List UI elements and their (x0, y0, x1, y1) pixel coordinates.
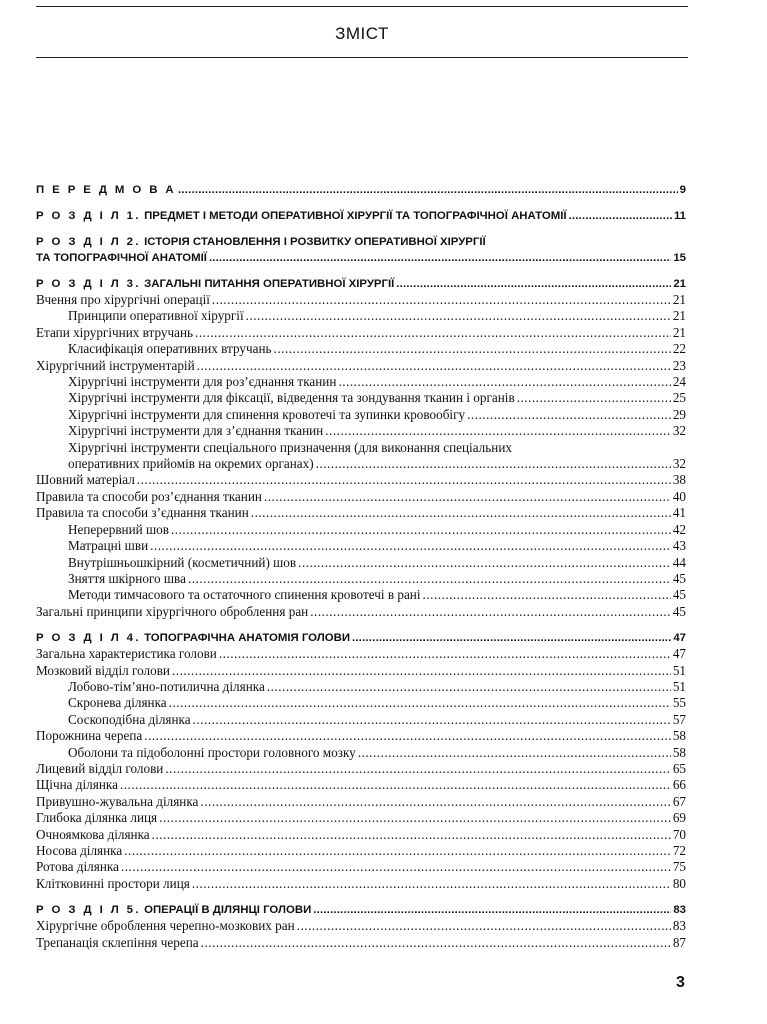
toc-entry-title: Оболони та підоболонні простори головного мозку (68, 744, 356, 760)
toc-section-title (36, 630, 350, 646)
toc-leader-dots (178, 182, 678, 198)
toc-entry-title: Зняття шкірного шва (68, 570, 186, 586)
toc-page-number: 43 (672, 538, 686, 554)
toc-entry-title: Хірургічні інструменти для спинення кровотечі та зупинки кровообігу (68, 406, 466, 422)
toc-entry-title: Загальна характеристика голови (36, 646, 217, 662)
toc-page-number: 22 (672, 341, 686, 357)
toc-leader-dots (144, 728, 671, 744)
toc-section-heading (36, 630, 686, 646)
toc-leader-dots (197, 358, 671, 374)
toc-page-number: 29 (672, 406, 686, 422)
toc-leader-dots (159, 810, 671, 826)
toc-page-number: 47 (673, 632, 686, 645)
toc-entry (36, 663, 686, 679)
toc-leader-dots (209, 250, 671, 266)
toc-leader-dots (201, 935, 671, 951)
toc-page-number: 45 (672, 603, 686, 619)
toc-section-label: Р О З Д І Л 5. (36, 904, 141, 917)
toc-entry (36, 358, 686, 374)
toc-section-title (36, 208, 567, 224)
toc-section-title (36, 182, 176, 198)
toc-page-number: 69 (672, 810, 686, 826)
toc-entry (36, 935, 686, 951)
toc-leader-dots (121, 859, 671, 875)
toc-entry (36, 374, 686, 390)
toc-section-name: ОПЕРАЦІЇ В ДІЛЯНЦІ ГОЛОВИ (144, 904, 312, 917)
toc-page-number: 72 (672, 843, 686, 858)
toc-entry (36, 794, 686, 810)
toc-page-number: 25 (672, 390, 686, 406)
toc-leader-dots (172, 663, 671, 679)
toc-entry (36, 407, 686, 423)
toc-entry-title: Привушно-жувальна ділянка (36, 793, 199, 809)
toc-entry (36, 505, 686, 521)
toc-entry-title: Клітковинні простори лиця (36, 875, 190, 891)
toc-section-heading (36, 208, 686, 224)
toc-entry-title: Методи тимчасового та остаточного спинення кровотечі в рані (68, 587, 421, 603)
page-number: 3 (676, 974, 685, 991)
toc-entry (36, 522, 686, 538)
toc-section-label: Р О З Д І Л 2. (36, 236, 141, 248)
toc-leader-dots (338, 374, 670, 390)
toc-leader-dots (200, 794, 670, 810)
toc-entry (36, 646, 686, 662)
toc-page-number: 67 (672, 793, 686, 809)
toc-entry-title: Очноямкова ділянка (36, 826, 150, 842)
toc-entry-title: Ротова ділянка (36, 859, 119, 875)
toc-entry (36, 538, 686, 554)
toc-page-number: 45 (672, 587, 686, 603)
toc-page-number: 23 (672, 357, 686, 373)
toc-leader-dots (192, 876, 671, 892)
toc-entry (36, 745, 686, 761)
toc-entry-title: Вчення про хірургічні операції (36, 292, 210, 307)
toc-leader-dots (358, 745, 671, 761)
toc-page-number: 15 (673, 252, 686, 264)
toc-entry-title: Трепанація склепіння черепа (36, 934, 199, 950)
page-title: ЗМІСТ (335, 24, 389, 43)
toc-entry-title: Щічна ділянка (36, 777, 118, 793)
toc-page-number: 44 (672, 554, 686, 570)
toc-page-number: 32 (672, 423, 686, 439)
toc-leader-dots (150, 538, 671, 554)
toc-page-number: 70 (672, 826, 686, 842)
table-of-contents (36, 182, 686, 951)
toc-entry (36, 292, 686, 308)
toc-entry-title: Глибока ділянка лиця (36, 810, 158, 826)
toc-section-name: ТОПОГРАФІЧНА АНАТОМІЯ ГОЛОВИ (144, 632, 351, 645)
toc-page-number: 21 (672, 292, 686, 307)
toc-entry (36, 489, 686, 505)
toc-leader-dots (316, 456, 671, 472)
toc-entry-title: Носова ділянка (36, 843, 123, 858)
toc-entry (36, 587, 686, 603)
toc-leader-dots (264, 489, 671, 505)
toc-entry (36, 308, 686, 324)
toc-entry-title: Хірургічні інструменти спеціального призначення (для виконання спеціальних (68, 439, 512, 455)
toc-leader-dots (297, 918, 671, 934)
toc-page-number: 45 (672, 570, 686, 586)
toc-page-number: 21 (672, 324, 686, 340)
toc-section-name: ЗАГАЛЬНІ ПИТАННЯ ОПЕРАТИВНОЇ ХІРУРГІЇ (144, 278, 395, 290)
toc-page-number: 42 (672, 521, 686, 537)
toc-page-number: 58 (672, 744, 686, 760)
toc-leader-dots (120, 777, 671, 793)
toc-entry-title: Правила та способи з’єднання тканин (36, 505, 249, 521)
toc-entry-title: Загальні принципи хірургічного оброблення ран (36, 603, 309, 619)
toc-entry-title: Правила та способи роз’єднання тканин (36, 488, 262, 504)
toc-leader-dots (124, 843, 671, 859)
toc-entry-title: Принципи оперативної хірургії (68, 308, 244, 324)
toc-page-number: 55 (672, 695, 686, 711)
toc-entry-title: Шовний матеріал (36, 472, 135, 488)
toc-page-number: 80 (672, 875, 686, 891)
toc-entry (36, 728, 686, 744)
toc-section-label: П Е Р Е Д М О В А (36, 184, 177, 196)
toc-section-heading (36, 276, 686, 292)
toc-entry (36, 918, 686, 934)
toc-page-number: 24 (672, 374, 686, 390)
toc-section-title (36, 234, 486, 250)
toc-entry-title: Хірургічне оброблення черепно-мозкових ран (36, 918, 295, 934)
toc-page-number: 51 (672, 662, 686, 678)
title-rule (36, 57, 688, 58)
toc-entry (36, 810, 686, 826)
toc-page-number: 11 (673, 210, 686, 222)
toc-leader-dots (325, 423, 671, 439)
toc-entry-title: Соскоподібна ділянка (68, 711, 191, 727)
toc-page-number: 21 (673, 278, 686, 290)
toc-entry (36, 571, 686, 587)
top-rule (36, 6, 688, 7)
toc-entry-title: Хірургічні інструменти для з’єднання тканин (68, 423, 324, 439)
toc-leader-dots (517, 390, 671, 406)
toc-page-number: 83 (672, 918, 686, 934)
toc-page-number: 75 (672, 859, 686, 875)
toc-section-name: ПРЕДМЕТ І МЕТОДИ ОПЕРАТИВНОЇ ХІРУРГІЇ ТА ТОПОГРАФІЧНОЇ АНАТОМІЇ (144, 210, 567, 222)
toc-leader-dots (137, 472, 671, 488)
toc-entry-title: Лицевий відділ голови (36, 760, 164, 776)
toc-leader-dots (246, 308, 671, 324)
toc-leader-dots (396, 276, 671, 292)
toc-section-title (36, 276, 394, 292)
toc-entry (36, 827, 686, 843)
toc-page-number: 66 (672, 777, 686, 793)
toc-page-number: 83 (673, 904, 686, 917)
toc-page-number: 40 (672, 488, 686, 504)
toc-leader-dots (212, 292, 671, 308)
toc-section-label: Р О З Д І Л 4. (36, 632, 141, 645)
toc-page-number: 21 (672, 308, 686, 324)
toc-page-number: 65 (672, 760, 686, 776)
toc-entry-title: Внутрішньошкірний (косметичний) шов (68, 554, 297, 570)
toc-leader-dots (152, 827, 671, 843)
toc-entry (36, 341, 686, 357)
toc-entry-title-cont: оперативних прийомів на окремих органах) (68, 456, 314, 472)
toc-entry-title: Класифікація оперативних втручань (68, 341, 272, 357)
toc-leader-dots (313, 902, 671, 918)
toc-entry (36, 472, 686, 488)
toc-entry (36, 679, 686, 695)
toc-section-name-cont: ТА ТОПОГРАФІЧНОЇ АНАТОМІЇ (36, 252, 207, 264)
toc-entry-title: Лобово-тім’яно-потилична ділянка (68, 678, 265, 694)
toc-section-label: Р О З Д І Л 1. (36, 210, 141, 222)
toc-entry-title: Порожнина черепа (36, 728, 143, 744)
toc-entry (36, 859, 686, 875)
toc-leader-dots (423, 587, 671, 603)
toc-leader-dots (267, 679, 671, 695)
toc-page-number: 47 (672, 646, 686, 662)
toc-section-title (36, 902, 311, 918)
toc-page-number: 57 (672, 711, 686, 727)
toc-leader-dots (569, 208, 672, 224)
toc-entry (36, 761, 686, 777)
toc-entry (36, 604, 686, 620)
toc-leader-dots (169, 695, 671, 711)
toc-entry (36, 876, 686, 892)
toc-entry-title: Хірургічний інструментарій (36, 357, 195, 373)
toc-page-number: 58 (672, 728, 686, 744)
toc-entry (36, 423, 686, 439)
toc-leader-dots (274, 341, 671, 357)
toc-entry (36, 712, 686, 728)
toc-section-label: Р О З Д І Л 3. (36, 278, 141, 290)
toc-entry (36, 440, 686, 456)
toc-leader-dots (219, 646, 671, 662)
toc-entry (36, 555, 686, 571)
toc-entry (36, 325, 686, 341)
toc-entry-title: Матрацні шви (68, 538, 149, 554)
toc-entry-title: Скронева ділянка (68, 695, 167, 711)
toc-entry-title: Мозковий відділ голови (36, 662, 170, 678)
toc-section-name: ІСТОРІЯ СТАНОВЛЕННЯ І РОЗВИТКУ ОПЕРАТИВНОЇ ХІРУРГІЇ (144, 236, 486, 248)
toc-section-heading (36, 234, 686, 250)
toc-section-heading-cont (36, 250, 686, 266)
toc-leader-dots (298, 555, 671, 571)
toc-leader-dots (251, 505, 671, 521)
toc-page-number: 38 (672, 472, 686, 488)
toc-entry-title: Хірургічні інструменти для роз’єднання тканин (68, 374, 337, 390)
toc-leader-dots (193, 712, 671, 728)
toc-page-number: 9 (679, 184, 686, 196)
toc-entry-title: Етапи хірургічних втручань (36, 324, 194, 340)
toc-entry-title: Хірургічні інструменти для фіксації, відведення та зондування тканин і органів (68, 390, 515, 406)
toc-entry-cont (36, 456, 686, 472)
toc-leader-dots (165, 761, 670, 777)
toc-leader-dots (467, 407, 671, 423)
toc-page-number: 87 (672, 934, 686, 950)
toc-section-heading (36, 902, 686, 918)
toc-entry (36, 843, 686, 859)
toc-section-heading (36, 182, 686, 198)
toc-entry (36, 777, 686, 793)
toc-leader-dots (171, 522, 671, 538)
toc-leader-dots (352, 630, 671, 646)
toc-entry (36, 390, 686, 406)
toc-page-number: 51 (672, 678, 686, 694)
toc-page-number: 32 (672, 456, 686, 472)
toc-page-number: 41 (672, 505, 686, 521)
toc-leader-dots (195, 325, 671, 341)
toc-entry-title: Неперервний шов (68, 521, 169, 537)
toc-entry (36, 695, 686, 711)
toc-leader-dots (310, 604, 671, 620)
toc-leader-dots (188, 571, 671, 587)
